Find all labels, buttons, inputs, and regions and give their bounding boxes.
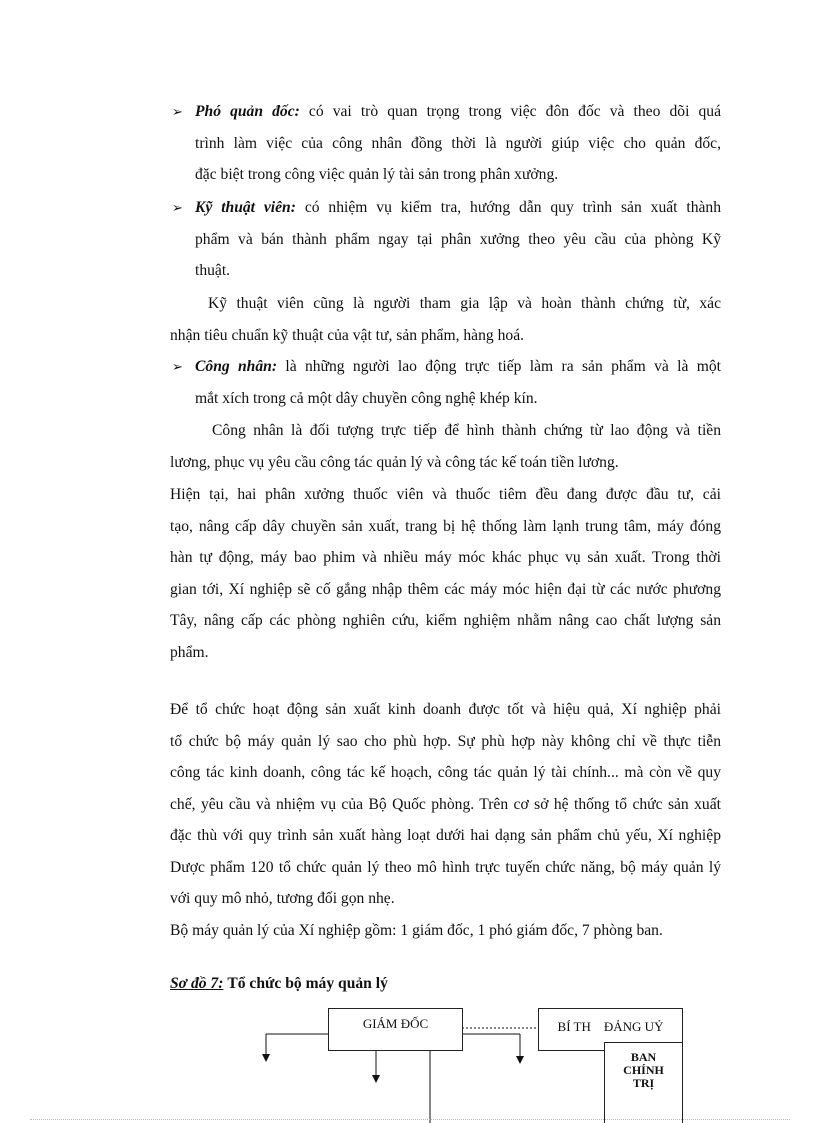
term-pho-quan-doc: Phó quản đốc: [195,103,300,120]
paragraph-cn-note: Công nhân là đối tượng trực tiếp để hình thành chứng từ lao động và tiền lương, phục vụ yêu cầu công tác quản lý và công tác kế toán tiền lương. [170,422,721,471]
node-ban-chinh-tri: BAN CHÍNH TRỊ [604,1042,683,1123]
paragraph-to-chuc: Để tổ chức hoạt động sản xuất kinh doanh được tốt và hiệu quả, Xí nghiệp phải tổ chức bộ máy quản lý sao cho phù hợp. Sự phù hợp này không chỉ về thực tiễn công tác kinh doanh, công tác kế hoạch, công tác quản lý tài chính... mà còn về quy chế, yêu cầu và nhiệm vụ của Bộ Quốc phòng. Trên cơ sở hệ thống tổ chức sản xuất đặc thù với quy trình sản xuất hàng loạt dưới hai dạng sản phẩm chủ yếu, Xí nghiệp Dược phẩm 120 tổ chức quản lý theo mô hình trực tuyến chức năng, bộ máy quản lý với quy mô nhỏ, tương đối gọn nhẹ. [170,701,721,907]
bullet-arrow-icon: ➢ [172,200,183,215]
node-giam-doc: GIÁM ĐỐC [328,1008,463,1051]
paragraph-ktv-note: Kỹ thuật viên cũng là người tham gia lập và hoàn thành chứng từ, xác nhận tiêu chuẩn kỹ thuật của vật tư, sản phẩm, hàng hoá. [170,295,721,344]
bullet-arrow-icon: ➢ [172,359,183,374]
page-bottom-rule [30,1119,790,1120]
node-bi-thu-dang-uy: BÍ TH ĐẢNG UỶ [538,1008,683,1051]
term-ky-thuat-vien: Kỹ thuật viên: [195,199,296,216]
term-cong-nhan: Công nhân: [195,358,278,375]
diagram-caption: Sơ đồ 7: Tổ chức bộ máy quản lý [170,975,388,992]
bullet-arrow-icon: ➢ [172,104,183,119]
paragraph-pho-quan-doc: Phó quản đốc: có vai trò quan trọng trong việc đôn đốc và theo dõi quá trình làm việc của công nhân đồng thời là người giúp việc cho quản đốc, đặc biệt trong công việc quản lý tài sản trong phân xưởng. [195,103,721,183]
paragraph-hien-tai: Hiện tại, hai phân xưởng thuốc viên và thuốc tiêm đều đang được đầu tư, cải tạo, nâng cấp dây chuyền sản xuất, trang bị hệ thống làm lạnh trung tâm, máy đóng hàn tự động, máy bao phim và nhiều máy móc khác phục vụ sản xuất. Trong thời gian tới, Xí nghiệp sẽ cố gắng nhập thêm các máy móc hiện đại từ các nước phương Tây, nâng cấp các phòng nghiên cứu, kiểm nghiệm nhằm nâng cao chất lượng sản phẩm. [170,486,721,661]
paragraph-bo-may: Bộ máy quản lý của Xí nghiệp gồm: 1 giám đốc, 1 phó giám đốc, 7 phòng ban. [170,922,663,939]
paragraph-cong-nhan: Công nhân: là những người lao động trực tiếp làm ra sản phẩm và là một mắt xích trong cả một dây chuyền công nghệ khép kín. [195,358,721,407]
paragraph-ky-thuat-vien: Kỹ thuật viên: có nhiệm vụ kiểm tra, hướng dẫn quy trình sản xuất thành phẩm và bán thành phẩm ngay tại phân xưởng theo yêu cầu của phòng Kỹ thuật. [195,199,722,279]
